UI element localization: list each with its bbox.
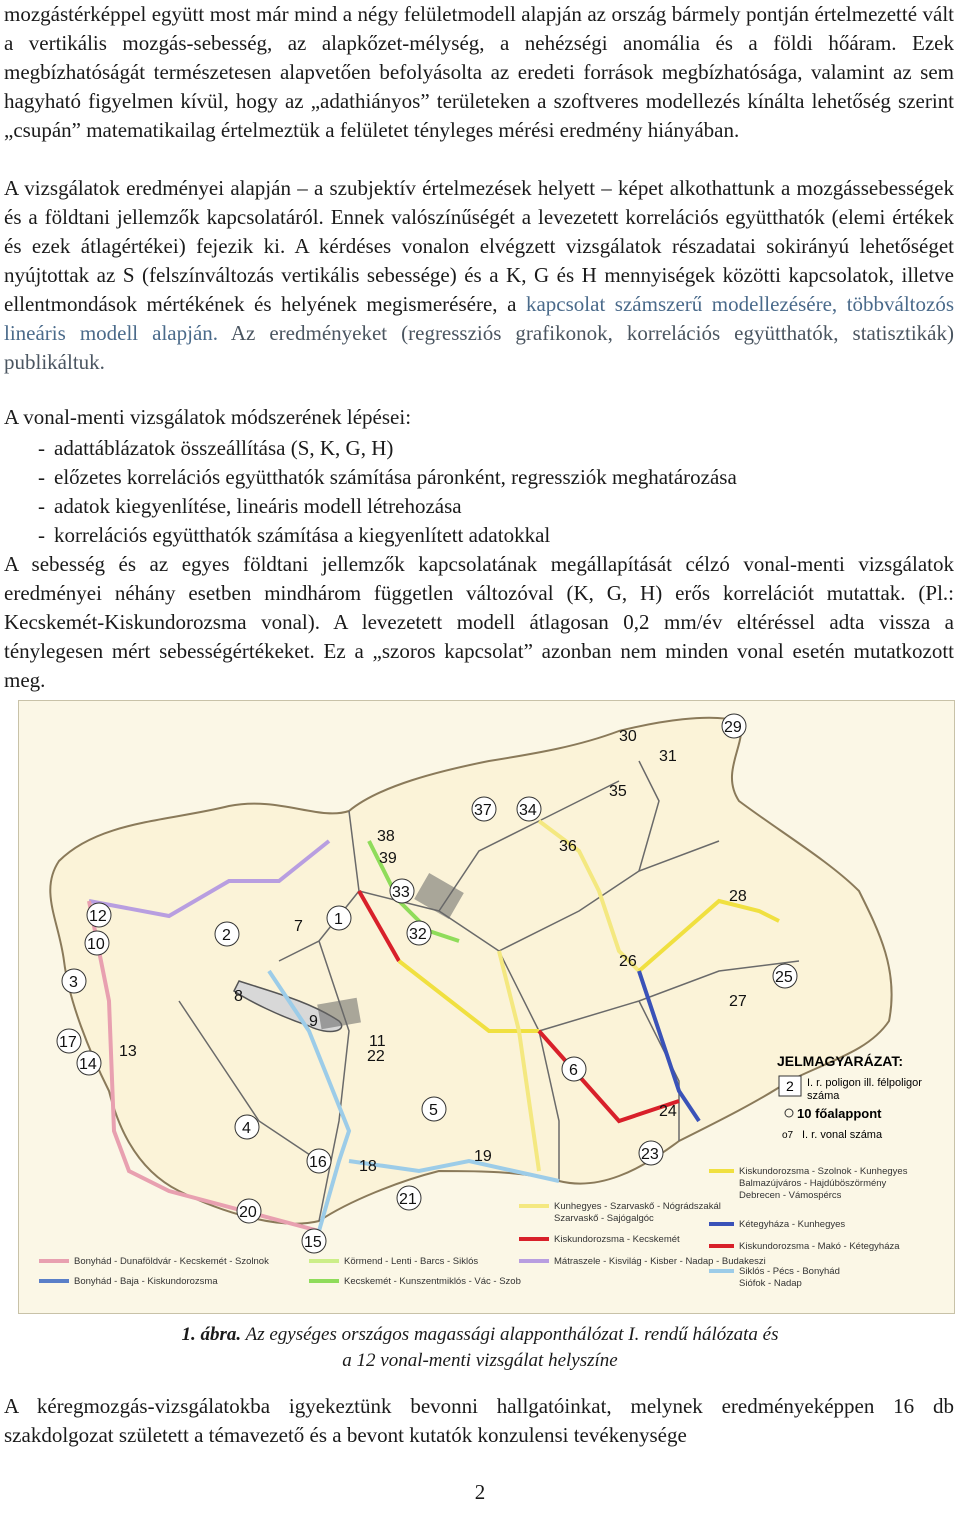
list-dash: - (38, 465, 45, 489)
polygon-number: 3 (69, 974, 78, 991)
polygon-number: 28 (729, 888, 747, 905)
legend-line-symbol: o7 (782, 1130, 794, 1141)
legend-benchmark-label: 10 főalappont (797, 1106, 882, 1121)
figure-caption-line1: Az egységes országos magassági alapponthálózat I. rendű hálózata és (241, 1324, 779, 1345)
polygon-number: 30 (619, 728, 637, 745)
polygon-number: 21 (399, 1191, 417, 1208)
paragraph-intro: mozgástérképpel együtt most már mind a négy felületmodell alapján az ország bármely pontján értelmezetté vált a vertikális mozgás-sebesség, az alapkőzet-mélység, a nehézségi anomália és a földi hőáram. Ezek megbízhatóságát természetesen alapvetően befolyásolta az eredeti források megbízhatósága, valamint az sem hagyható figyelmen kívül, hogy az „adathiányos” területeken a szoftveres modellezés kínálta lehetőség szerint „csupán” matematikailag értelmeztük a felületet tényleges mérési eredmény hiányában. (4, 2, 954, 142)
list-item (4, 492, 737, 521)
polygon-number: 37 (474, 802, 492, 819)
svg-text:Körmend - Lenti - Barcs - Sikl: Körmend - Lenti - Barcs - Siklós (344, 1256, 479, 1267)
figure-caption-line2: a 12 vonal-menti vizsgálat helyszíne (342, 1350, 618, 1371)
country-outline (50, 718, 891, 1224)
steps-heading: A vonal-menti vizsgálatok módszerének lépései: (4, 405, 412, 429)
list-item (4, 521, 737, 550)
svg-text:Kunhegyes - Szarvaskő - Nógrád: Kunhegyes - Szarvaskő - Nógrádszakál (554, 1201, 721, 1212)
figure-caption-label: 1. ábra. (181, 1324, 242, 1345)
list-item-text: előzetes korrelációs együtthatók számítása páronként, regressziók meghatározása (54, 465, 737, 489)
paragraph-results-highlight: kapcsolat számszerű modellezésére, többváltozós lineáris modell alapján. (4, 292, 955, 345)
polygon-number: 34 (519, 802, 537, 819)
polygon-number: 18 (359, 1158, 377, 1175)
map-legend (777, 1053, 922, 1141)
polygon-number: 39 (379, 850, 397, 867)
map-figure (18, 700, 955, 1314)
svg-text:Siklós - Pécs - Bonyhád: Siklós - Pécs - Bonyhád (739, 1266, 840, 1277)
polygon-number: 29 (724, 719, 742, 736)
page-number: 2 (474, 1480, 486, 1504)
polygon-number: 20 (239, 1204, 257, 1221)
list-dash: - (38, 494, 45, 518)
polygon-number: 4 (242, 1120, 251, 1137)
polygon-number: 35 (609, 783, 627, 800)
polygon-number: 15 (304, 1234, 322, 1251)
svg-text:Balmazújváros - Hajdúböszörmén: Balmazújváros - Hajdúböszörmény (739, 1178, 887, 1189)
polygon-number: 1 (334, 911, 343, 928)
list-item-text: adattáblázatok összeállítása (S, K, G, H) (54, 436, 394, 460)
polygon-number: 38 (377, 828, 395, 845)
list-item-text: adatok kiegyenlítése, lineáris modell létrehozása (54, 494, 462, 518)
polygon-number: 11 (369, 1033, 386, 1050)
svg-text:Kecskemét - Kunszentmiklós - V: Kecskemét - Kunszentmiklós - Vác - Szob (344, 1276, 521, 1287)
figure-caption (0, 1322, 960, 1348)
svg-text:2: 2 (786, 1078, 794, 1094)
polygon-number: 22 (367, 1048, 385, 1065)
list-item-text: korrelációs együtthatók számítása a kiegyenlített adatokkal (54, 523, 551, 547)
list-dash: - (38, 436, 45, 460)
list-dash: - (38, 523, 45, 547)
paragraph-results-publication: Az eredményeket (regressziós grafikonok, korrelációs együtthatók, statisztikák) publikáltuk. (4, 321, 954, 374)
polygon-number: 8 (234, 988, 243, 1005)
legend-line-label: I. r. vonal száma (802, 1129, 883, 1141)
paragraph-results (4, 174, 954, 377)
paragraph-results-text: A vizsgálatok eredményei alapján – a szubjektív értelmezések helyett – képet alkothattunk a mozgássebességek és a földtani jellemzők kapcsolatáról. Ennek valószínűségét a levezetett korrelációs együtthatók (elemi értékek és ezek átlagértékei) fejezik ki. A kérdéses vonalon elvégzett vizsgálatok részadatai sokirányú lehetőséget nyújtottak az S (felszínváltozás vertikális sebessége) és a K, G és H mennyiségek közötti kapcsolatok, illetve ellentmondások mértékének és helyének megismerésére, a (4, 176, 954, 316)
steps-list (4, 434, 737, 550)
polygon-number: 24 (659, 1103, 677, 1120)
polygon-number: 7 (294, 918, 303, 935)
polygon-number: 16 (309, 1154, 327, 1171)
polygon-number: 36 (559, 838, 577, 855)
polygon-number: 32 (409, 926, 427, 943)
svg-text:Kétegyháza - Kunhegyes: Kétegyháza - Kunhegyes (739, 1219, 846, 1230)
polygon-number: 2 (222, 927, 231, 944)
polygon-number: 6 (569, 1062, 578, 1079)
polygon-number: 5 (429, 1102, 438, 1119)
list-item (4, 463, 737, 492)
svg-text:Debrecen - Vámospércs: Debrecen - Vámospércs (739, 1190, 842, 1201)
polygon-number: 25 (775, 969, 793, 986)
svg-text:Siófok - Nadap: Siófok - Nadap (739, 1278, 802, 1289)
svg-text:Kiskundorozsma - Szolnok - Kun: Kiskundorozsma - Szolnok - Kunhegyes (739, 1166, 908, 1177)
polygon-number: 33 (392, 884, 410, 901)
svg-text:Szarvaskő - Sajógalgóc: Szarvaskő - Sajógalgóc (554, 1213, 654, 1224)
legend-polygon-label-2: száma (807, 1090, 840, 1102)
legend-title: JELMAGYARÁZAT: (777, 1053, 904, 1069)
polygon-number: 27 (729, 993, 747, 1010)
svg-text:Kiskundorozsma - Kecskemét: Kiskundorozsma - Kecskemét (554, 1234, 680, 1245)
paragraph-findings: A sebesség és az egyes földtani jellemzők kapcsolatának megállapítását célzó vonal-menti vizsgálatok eredményei néhány esetben mindhárom független változóval (K, G, H) erős korrelációt mutattak. (Pl.: Kecskemét-Kiskundorozsma vonal). A levezetett modell átlagosan 0,2 mm/év eltéréssel adta vissza a ténylegesen mért sebességértékeket. Ez a „szoros kapcsolat” azonban nem minden vonal esetén mutatkozott meg. (4, 552, 954, 692)
polygon-number: 13 (119, 1043, 137, 1060)
polygon-number: 10 (87, 936, 105, 953)
svg-text:Mátraszele - Kisvilág - Kisber: Mátraszele - Kisvilág - Kisber - Nadap - Budakeszi (554, 1256, 766, 1267)
polygon-number: 23 (641, 1146, 659, 1163)
polygon-number: 19 (474, 1148, 492, 1165)
polygon-number: 14 (79, 1056, 97, 1073)
polygon-number: 12 (89, 908, 107, 925)
hungary-network-map (19, 701, 954, 1313)
polygon-number: 17 (59, 1034, 77, 1051)
polygon-number: 9 (309, 1013, 318, 1030)
polygon-number: 31 (659, 748, 677, 765)
svg-text:Kiskundorozsma - Makó - Kétegy: Kiskundorozsma - Makó - Kétegyháza (739, 1241, 900, 1252)
svg-text:Bonyhád - Dunaföldvár - Kecske: Bonyhád - Dunaföldvár - Kecskemét - Szolnok (74, 1256, 269, 1267)
polygon-number: 26 (619, 953, 637, 970)
paragraph-students: A kéregmozgás-vizsgálatokba igyekeztünk bevonni hallgatóinkat, melynek eredményeképpen 16 db szakdolgozat született a témavezető és a bevont kutatók konzulensi tevékenysége (4, 1394, 954, 1447)
list-item (4, 434, 737, 463)
legend-polygon-label: I. r. poligon ill. félpoligor (807, 1077, 922, 1089)
svg-text:Bonyhád - Baja - Kiskundorozsm: Bonyhád - Baja - Kiskundorozsma (74, 1276, 218, 1287)
